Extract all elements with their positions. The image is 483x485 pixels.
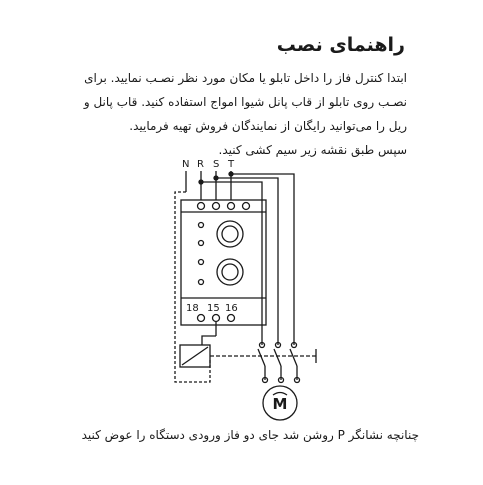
indicator-led (199, 260, 204, 265)
instruction-line: نصـب روی تابلو از قاب پانل شیوا امواج استفاده کنید. قاب پانل و (83, 95, 407, 109)
terminal-label-16: 16 (225, 303, 238, 314)
contact-blade (290, 349, 297, 366)
terminal-screw (213, 203, 220, 210)
contact-blade (258, 349, 265, 366)
terminal-screw (228, 315, 235, 322)
junction-dot (199, 180, 203, 184)
wire-to-coil (202, 336, 216, 345)
junction-dot (229, 172, 233, 176)
instruction-line: ریل را می‌توانید رایگان از نمایندگان فروش تهیه فرمایید. (129, 119, 407, 133)
terminal-screw (243, 203, 250, 210)
instruction-line: سپس طبق نقشه زیر سیم کشی کنید. (218, 143, 407, 157)
supply-label-r: R (197, 159, 204, 170)
terminal-screw (228, 203, 235, 210)
junction-dot (214, 176, 218, 180)
footer-note: چنانچه نشانگر P روشن شد جای دو فاز ورودی دستگاه را عوض کنید (81, 428, 419, 442)
adjust-knob-inner (222, 264, 238, 280)
terminal-label-18: 18 (186, 303, 199, 314)
coil-symbol-line (182, 347, 208, 365)
adjust-knob-icon (217, 221, 243, 247)
supply-label-t: T (228, 159, 235, 170)
adjust-knob-icon (217, 259, 243, 285)
adjust-knob-inner (222, 226, 238, 242)
supply-label-n: N (182, 159, 190, 170)
indicator-led (199, 223, 204, 228)
indicator-led (199, 241, 204, 246)
contact-blade (274, 349, 281, 366)
terminal-screw (213, 315, 220, 322)
motor-label: M (272, 395, 288, 413)
supply-label-s: S (213, 159, 220, 170)
page-title: راهنمای نصب (276, 34, 405, 56)
terminal-screw (198, 203, 205, 210)
instruction-line: ابتدا کنترل فاز را داخل تابلو یا مکان مورد نظر نصـب نمایید. برای (84, 71, 407, 85)
terminal-screw (198, 315, 205, 322)
indicator-led (199, 280, 204, 285)
terminal-label-15: 15 (207, 303, 220, 314)
